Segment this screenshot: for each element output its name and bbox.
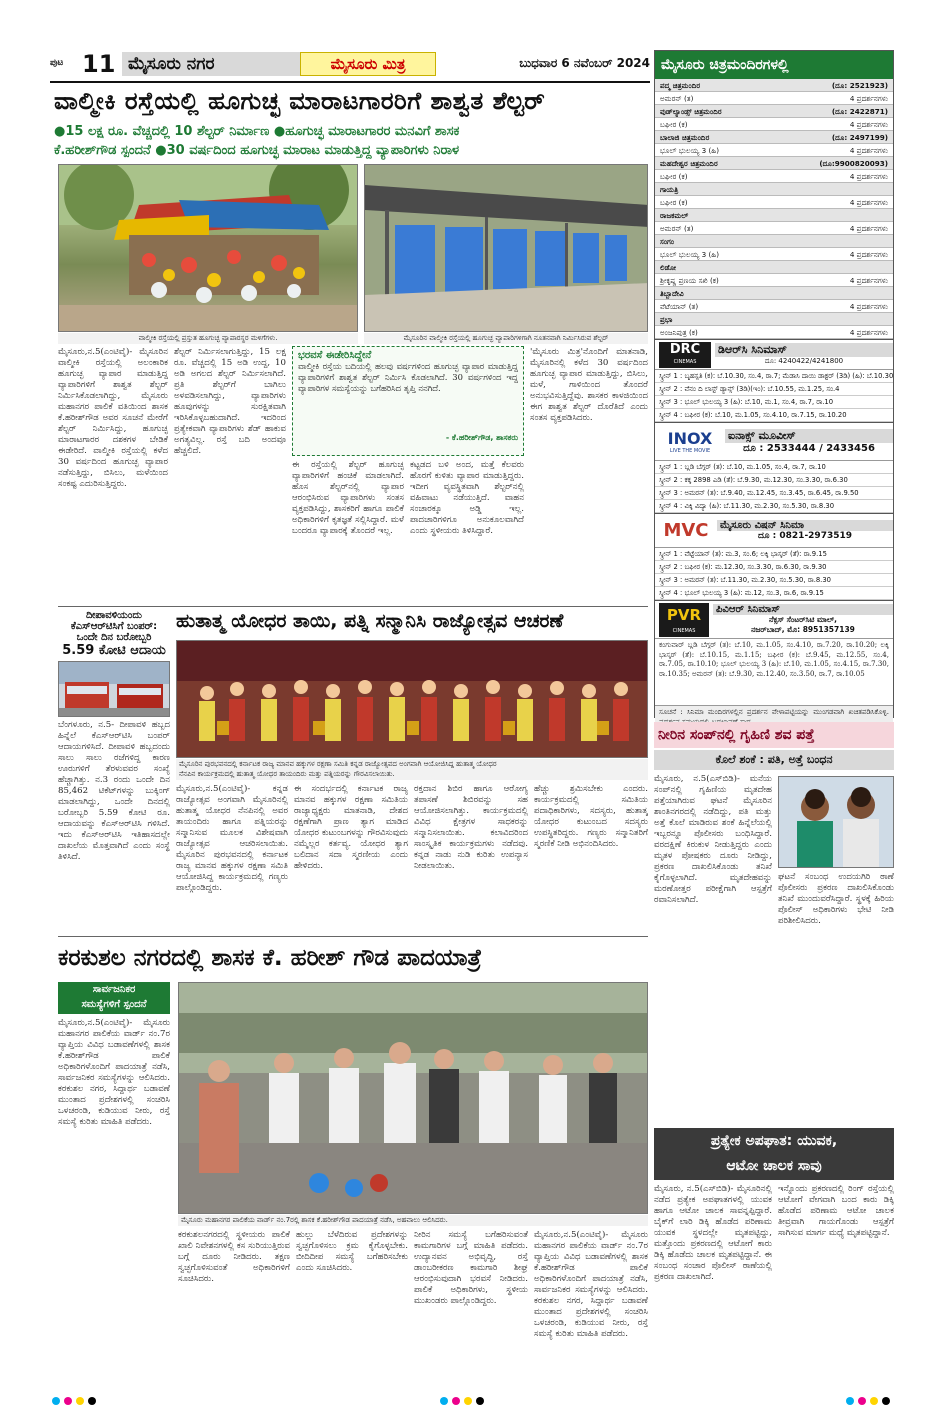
- page-number: 11: [82, 50, 116, 78]
- shelters-illustration: [365, 165, 648, 332]
- story5-text-2: ಇನ್ನೊಂದು ಪ್ರಕರಣದಲ್ಲಿ ರಿಂಗ್ ರಸ್ತೆಯಲ್ಲಿ ಆಟೋಗೆ ವೇಗವಾಗಿ ಬಂದ ಕಾರು ಡಿಕ್ಕಿ ಹೊಡೆದ ಪರಿಣಾಮ ಆಟೋ ಚಾಲಕ ತೀವ್ರವಾಗಿ ಗಾಯಗೊಂಡು ಆಸ್ಪತ್ರೆಗೆ ಸಾಗಿಸುವ ಮಾರ್ಗ ಮಧ್ಯೆ ಮೃತಪಟ್ಟಿದ್ದಾನೆ.: [778, 1184, 894, 1238]
- cyan-dot: [440, 1397, 448, 1405]
- registration-marks-right: [846, 1390, 894, 1409]
- story3-kicker: [58, 982, 170, 1014]
- padayatra-illustration: [179, 983, 648, 1214]
- cinema-row-info: 4 ಪ್ರದರ್ಶನಗಳು: [849, 172, 888, 181]
- page-date: ಬುಧವಾರ 6 ನವೆಂಬರ್ 2024: [519, 56, 650, 70]
- black-dot: [476, 1397, 484, 1405]
- kicker-line-1: ಸಾರ್ವಜನಿಕರ: [92, 984, 136, 995]
- cinema-row: [655, 248, 893, 261]
- quote-author: - ಕೆ.ಹರೀಶ್‌ಗೌಡ, ಶಾಸಕರು: [445, 433, 518, 442]
- inox-screen-row: ಸ್ಕ್ರೀನ್ 4 : ವಿಕ್ಕಿ ವಿದ್ಯಾ (ಹಿ): ಬೆ.11.30, ಮ.2.30, ಸಂ.5.30, ರಾ.8.30: [655, 500, 893, 513]
- felicitation-caption-1: ಮೈಸೂರಿನ ಪುರಭವನದಲ್ಲಿ ಕರ್ನಾಟಕ ರಾಜ್ಯ ಮಾನವ ಹಕ್ಕುಗಳ ರಕ್ಷಣಾ ಸಮಿತಿ ಕನ್ನಡ ರಾಜ್ಯೋತ್ಸವದ ಅಂಗವಾಗಿ ಆಯೋಜಿಸಿದ್ದ ಹುತಾತ್ಮ ಯೋಧರ: [176, 759, 648, 770]
- cinema-row: [655, 313, 893, 326]
- cinema-row-name: ವುಡ್‌ಲ್ಯಾಂಡ್ಸ್ ಚಿತ್ರಮಂದಿರ: [660, 107, 722, 116]
- story1-headline: ವಾಲ್ಮೀಕಿ ರಸ್ತೆಯಲ್ಲಿ ಹೂಗುಚ್ಛ ಮಾರಾಟಗಾರರಿಗೆ ಶಾಶ್ವತ ಶೆಲ್ಟರ್: [54, 87, 546, 115]
- cinema-row: [655, 287, 893, 300]
- cinema-row-name: ಪ್ರಭಾ: [660, 315, 673, 324]
- drc-screen-row: ಸ್ಕ್ರೀನ್ 2 : ವೆನಂ ದಿ ಲಾಸ್ಟ್ ಡ್ಯಾನ್ಸ್ (3ಡಿ)(ಇಂ): ಬೆ.10.55, ಮ.1.25, ಸಂ.4: [655, 383, 893, 396]
- mvc-schedule: [655, 548, 893, 600]
- mvc-screen-row: ಸ್ಕ್ರೀನ್ 1 : ವೆಟ್ಟೆಯಾನ್ (ತ): ಮ.3, ಸಂ.6; ಲಕ್ಕಿ ಭಾಸ್ಕರ್ (ತೆ): ರಾ.9.15: [655, 548, 893, 561]
- inox-schedule: [655, 461, 893, 513]
- felicitation-illustration: [177, 641, 648, 758]
- story4-subheadline: ಕೊಲೆ ಶಂಕೆ : ಪತಿ, ಅತ್ತೆ ಬಂಧನ: [654, 750, 894, 770]
- padayatra-caption: ಮೈಸೂರು ಮಹಾನಗರ ಪಾಲಿಕೆಯ ವಾರ್ಡ್ ನಂ.7ರಲ್ಲಿ ಶಾಸಕ ಕೆ.ಹರೀಶ್‌ಗೌಡ ಪಾದಯಾತ್ರೆ ನಡೆಸಿ, ಅಹವಾಲು ಆಲಿಸಿದರು.: [178, 1215, 648, 1226]
- cinema-row: [655, 183, 893, 196]
- cinema-row: [655, 170, 893, 183]
- magenta-dot: [452, 1397, 460, 1405]
- brief-title-4: 5.59 ಕೋಟಿ ಆದಾಯ: [62, 643, 166, 658]
- story4-headline: ನೀರಿನ ಸಂಪ್‌ನಲ್ಲಿ ಗೃಹಿಣಿ ಶವ ಪತ್ತೆ: [654, 722, 894, 748]
- story2-column-4: ಹೆಚ್ಚು ಶ್ರಮಿಸಬೇಕು ಎಂದರು. ಕಾರ್ಯಕ್ರಮದಲ್ಲಿ ಸಮಿತಿಯ ಪದಾಧಿಕಾರಿಗಳು, ಸದಸ್ಯರು, ಹುತಾತ್ಮ ಯೋಧರ ಕುಟುಂಬದ ಸದಸ್ಯರು ಉಪಸ್ಥಿತರಿದ್ದರು. ಗಣ್ಯರು ಸನ್ಮಾನಿತರಿಗೆ ಸ್ಮರಣಿಕೆ ನೀಡಿ ಅಭಿನಂದಿಸಿದರು.: [534, 784, 648, 849]
- pvr-mall: ನೆಕ್ಸಸ್ ಸೆಂಟರ್‌ಸಿಟಿ ಮಾಲ್,: [769, 615, 837, 624]
- cinema-row-name: ಬಾಲಾಜಿ ಚಿತ್ರಮಂದಿರ: [660, 133, 710, 142]
- pvr-block: [655, 600, 893, 739]
- black-dot: [88, 1397, 96, 1405]
- cinema-row-name: ಅಮರನ್ (ತ): [660, 94, 694, 103]
- cinema-title: ಮೈಸೂರು ಚಿತ್ರಮಂದಿರಗಳಲ್ಲಿ: [655, 51, 893, 79]
- cinema-row-name: ಬಘೀರ (ಕ): [660, 172, 688, 181]
- story3-column-1: ಮೈಸೂರು,ನ.5(ಎಂಟಿವೈ)- ಮೈಸೂರು ಮಹಾನಗರ ಪಾಲಿಕೆಯ ವಾರ್ಡ್ ನಂ.7ರ ವ್ಯಾಪ್ತಿಯ ವಿವಿಧ ಬಡಾವಣೆಗಳಲ್ಲಿ ಶಾಸಕ ಕೆ.ಹರೀಶ್‌ಗೌಡ ಪಾಲಿಕೆ ಅಧಿಕಾರಿಗಳೊಂದಿಗೆ ಪಾದಯಾತ್ರೆ ನಡೆಸಿ, ಸಾರ್ವಜನಿಕರ ಸಮಸ್ಯೆಗಳನ್ನು ಆಲಿಸಿದರು. ಕರಕುಶಲ ನಗರ, ಸಿದ್ದಾರ್ಥ ಬಡಾವಣೆ ಮುಂತಾದ ಪ್ರದೇಶಗಳಲ್ಲಿ ಸಂಚರಿಸಿ ಒಳಚರಂಡಿ, ಕುಡಿಯುವ ನೀರು, ರಸ್ತೆ ಸಮಸ್ಯೆ ಕುರಿತು ಮಾಹಿತಿ ಪಡೆದರು.: [58, 1018, 170, 1127]
- cinema-row-info: 4 ಪ್ರದರ್ಶನಗಳು: [849, 250, 888, 259]
- story1-column-1: ಮೈಸೂರು,ನ.5(ಎಂಟಿವೈ)- ಮೈಸೂರಿನ ವಾಲ್ಮೀಕಿ ರಸ್ತೆಯಲ್ಲಿ ಅಲಂಕಾರಿಕ ಹೂಗುಚ್ಛ ವ್ಯಾಪಾರ ಮಾಡುತ್ತಿದ್ದ ವ್ಯಾಪಾರಿಗಳಿಗೆ ಶಾಶ್ವತ ಶೆಲ್ಟರ್ ನಿರ್ಮಿಸಿಕೊಡಲಾಗಿದ್ದು, ಮೈಸೂರು ಮಹಾನಗರ ಪಾಲಿಕೆ ವತಿಯಿಂದ ಶಾಸಕ ಕೆ.ಹರೀಶ್‌ಗೌಡ ಅವರ ಸೂಚನೆ ಮೇರೆಗೆ ಶೆಲ್ಟರ್ ನಿರ್ಮಿಸಿದ್ದು, ಹೂಗುಚ್ಛ ಮಾರಾಟಗಾರರ ದಶಕಗಳ ಬೇಡಿಕೆ ಈಡೇರಿದೆ. ವಾಲ್ಮೀಕಿ ರಸ್ತೆಯಲ್ಲಿ ಕಳೆದ 30 ವರ್ಷದಿಂದ ಹೂಗುಚ್ಛ ವ್ಯಾಪಾರ ನಡೆಸುತ್ತಿದ್ದು, ಬಿಸಿಲು, ಮಳೆಯಿಂದ ಸಂಕಷ್ಟ ಎದುರಿಸುತ್ತಿದ್ದರು.: [58, 347, 168, 489]
- cinema-row: [655, 209, 893, 222]
- story4-text: ಮೈಸೂರು, ನ.5(ಎಸ್‌ಬಿಡಿ)- ಮನೆಯ ಸಂಪ್‌ನಲ್ಲಿ ಗೃಹಿಣಿಯ ಮೃತದೇಹ ಪತ್ತೆಯಾಗಿರುವ ಘಟನೆ ಮೈಸೂರಿನ ಶಾಂತಿನಗರದಲ್ಲಿ ನಡೆದಿದ್ದು, ಪತಿ ಮತ್ತು ಅತ್ತೆ ಕೊಲೆ ಮಾಡಿರುವ ಶಂಕೆ ಹಿನ್ನೆಲೆಯಲ್ಲಿ ಇಬ್ಬರನ್ನೂ ಪೊಲೀಸರು ಬಂಧಿಸಿದ್ದಾರೆ. ವರದಕ್ಷಿಣೆ ಕಿರುಕುಳ ನೀಡುತ್ತಿದ್ದರು ಎಂದು ಮೃತಳ ಪೋಷಕರು ದೂರು ನೀಡಿದ್ದು, ಪ್ರಕರಣ ದಾಖಲಿಸಿಕೊಂಡು ತನಿಖೆ ಕೈಗೊಳ್ಳಲಾಗಿದೆ. ಮೃತದೇಹವನ್ನು ಮರಣೋತ್ತರ ಪರೀಕ್ಷೆಗಾಗಿ ಆಸ್ಪತ್ರೆಗೆ ರವಾನಿಸಲಾಗಿದೆ.: [654, 774, 772, 905]
- inox-phone: ದೂ : 2533444 / 2433456: [743, 443, 875, 454]
- cinema-row: [655, 157, 893, 170]
- story3-headline: ಕರಕುಶಲ ನಗರದಲ್ಲಿ ಶಾಸಕ ಕೆ. ಹರೀಶ್ ಗೌಡ ಪಾದಯಾತ್ರೆ: [58, 945, 482, 971]
- yellow-dot: [464, 1397, 472, 1405]
- cinema-note: ಸೂಚನೆ : ಸಿನಿಮಾ ಮಂದಿರಗಳಲ್ಲಿನ ಪ್ರದರ್ಶನ ವೇಳಾಪಟ್ಟಿಯನ್ನು ಮುಂಗಡವಾಗಿ ಖಚಿತಪಡಿಸಿಕೊಳ್ಳಿ.: [655, 705, 893, 739]
- flower-stalls-illustration: [59, 165, 358, 332]
- cinema-row: [655, 235, 893, 248]
- inox-screen-row: ಸ್ಕ್ರೀನ್ 2 : ಕಕ್ಕ 2898 ಎಡಿ (ತೆ): ಬೆ.9.30, ಮ.12.30, ಸಂ.3.30, ರಾ.6.30: [655, 474, 893, 487]
- quote-title: ಭರವಸೆ ಈಡೇರಿಸಿದ್ದೇನೆ: [298, 350, 372, 361]
- drc-name: ಡಿಆರ್‌ಸಿ ಸಿನಿಮಾಸ್: [715, 343, 893, 357]
- brief-title-2: ಕೆಎಸ್ಆರ್‌ಟಿಸಿಗೆ ಬಂಪರ್:: [70, 621, 158, 632]
- cinema-row: [655, 118, 893, 131]
- mvc-screen-row: ಸ್ಕ್ರೀನ್ 2 : ಬಘೀರ (ಕ): ಮ.12.30, ಸಂ.3.30, ರಾ.6.30, ರಾ.9.30: [655, 561, 893, 574]
- ksrtc-brief: [58, 610, 170, 935]
- felicitation-caption-2: ನೆನಪಿನ ಕಾರ್ಯಕ್ರಮದಲ್ಲಿ ಹುತಾತ್ಮ ಯೋಧರ ತಾಯಂದಿರು ಮತ್ತು ಪತ್ನಿಯರನ್ನು ಗೌರವಿಸಲಾಯಿತು.: [176, 769, 648, 780]
- mla-quote-box: [292, 346, 524, 456]
- cinema-row-info: 4 ಪ್ರದರ್ಶನಗಳು: [849, 94, 888, 103]
- cinema-row: [655, 300, 893, 313]
- drc-logo-mark: DRC: [669, 341, 701, 357]
- inox-screen-row: ಸ್ಕ್ರೀನ್ 1 : ಬ್ಲಡಿ ಬೆಗ್ಗರ್ (ತ): ಬೆ.10, ಮ.1.05, ಸಂ.4, ರಾ.7, ರಾ.10: [655, 461, 893, 474]
- inox-logo: [659, 430, 721, 454]
- drc-logo: [659, 342, 711, 368]
- drc-screen-row: ಸ್ಕ್ರೀನ್ 4 : ಬಘೀರ (ಕ): ಬೆ.10, ಮ.1.05, ಸಂ.4.10, ರಾ.7.15, ರಾ.10.20: [655, 409, 893, 422]
- cinema-row: [655, 261, 893, 274]
- cinema-row: [655, 131, 893, 144]
- cinema-row-name: ಅಂಜನಿಪುತ್ರ (ಕ): [660, 328, 698, 337]
- yellow-dot: [76, 1397, 84, 1405]
- pvr-phone: ನಜರ್‌ಬಾದ್, ಮೊ: 8951357139: [751, 625, 855, 634]
- flower-stalls-photo: [58, 164, 358, 332]
- quote-text: ವಾಲ್ಮೀಕಿ ರಸ್ತೆಯ ಬದಿಯಲ್ಲಿ ಹಲವು ವರ್ಷಗಳಿಂದ ಹೂಗುಚ್ಛ ವ್ಯಾಪಾರ ಮಾಡುತ್ತಿದ್ದ ವ್ಯಾಪಾರಿಗಳಿಗೆ ಶಾಶ್ವತ ಶೆಲ್ಟರ್ ನಿರ್ಮಿಸಿ ಕೊಡಲಾಗಿದೆ. 30 ವರ್ಷಗಳಿಂದ ಇದ್ದ ವ್ಯಾಪಾರಿಗಳ ಸಮಸ್ಯೆಯನ್ನು ಬಗೆಹರಿಸಿದ ತೃಪ್ತಿ ನನಗಿದೆ.: [298, 361, 518, 393]
- registration-marks-center: [440, 1390, 488, 1409]
- cinema-row-info: 4 ಪ್ರದರ್ಶನಗಳು: [849, 276, 888, 285]
- cinema-row-name: ಬಘೀರ (ಕ): [660, 120, 688, 129]
- cinema-row-name: ಭೂಲ್ ಭುಲಯ್ಯ 3 (ಹಿ): [660, 250, 719, 259]
- cinema-row-name: ಅಮರನ್ (ತ): [660, 224, 694, 233]
- cinema-row-info: 4 ಪ್ರದರ್ಶನಗಳು: [849, 198, 888, 207]
- inox-name: ಐನಾಕ್ಸ್ ಮೂವೀಸ್: [725, 429, 893, 443]
- page-label: ಪುಟ: [50, 58, 64, 68]
- cinema-row-info: (ದೂ: 2422871): [831, 107, 888, 116]
- cinema-row-info: 4 ಪ್ರದರ್ಶನಗಳು: [849, 146, 888, 155]
- story2-bottom-rule: [58, 936, 648, 937]
- cinema-listings: [654, 50, 894, 718]
- story5-headline-1: ಪ್ರತ್ಯೇಕ ಅಪಘಾತ: ಯುವಕ,: [710, 1133, 838, 1149]
- story2-column-3: ರಕ್ತದಾನ ಶಿಬಿರ ಹಾಗೂ ಆರೋಗ್ಯ ತಪಾಸಣೆ ಶಿಬಿರವನ್ನು ಸಹ ಆಯೋಜಿಸಲಾಗಿತ್ತು. ಕಾರ್ಯಕ್ರಮದಲ್ಲಿ ವಿವಿಧ ಕ್ಷೇತ್ರಗಳ ಸಾಧಕರನ್ನು ಸನ್ಮಾನಿಸಲಾಯಿತು. ಕಲಾವಿದರಿಂದ ಸಾಂಸ್ಕೃತಿಕ ಕಾರ್ಯಕ್ರಮಗಳು ನಡೆದವು. ಕನ್ನಡ ನಾಡು ನುಡಿ ಕುರಿತು ಉಪನ್ಯಾಸ ನೀಡಲಾಯಿತು.: [414, 784, 528, 871]
- story1-subheadline-2: ಕೆ.ಹರೀಶ್‌ಗೌಡ ಸ್ಪಂದನೆ ●30 ವರ್ಷದಿಂದ ಹೂಗುಚ್ಛ ಮಾರಾಟ ಮಾಡುತ್ತಿದ್ದ ವ್ಯಾಪಾರಿಗಳು ನಿರಾಳ: [54, 143, 460, 158]
- cyan-dot: [846, 1397, 854, 1405]
- photo-caption-right: ಮೈಸೂರಿನ ವಾಲ್ಮೀಕಿ ರಸ್ತೆಯಲ್ಲಿ ಹೂಗುಚ್ಛ ವ್ಯಾಪಾರಿಗಳಿಗಾಗಿ ನೂತನವಾಗಿ ನಿರ್ಮಿಸಿರುವ ಶೆಲ್ಟರ್: [364, 333, 648, 344]
- brief-title-1: ದೀಪಾವಳಿಯಂದು: [86, 610, 142, 621]
- cinema-row-name: ಮಹದೇಶ್ವರ ಚಿತ್ರಮಂದಿರ: [660, 159, 718, 168]
- story5-headline-2: ಆಟೋ ಚಾಲಕ ಸಾವು: [726, 1158, 822, 1174]
- cinema-row-name: ರಾಜಕಮಲ್: [660, 211, 689, 220]
- header-rule: [50, 81, 650, 83]
- section-name: ಮೈಸೂರು ನಗರ: [122, 52, 320, 76]
- cinema-row-name: ತಿಬ್ಬಾದೇವಿ: [660, 289, 684, 298]
- inox-logo-mark: INOX: [667, 428, 713, 448]
- yellow-dot: [870, 1397, 878, 1405]
- masthead-logo: ಮೈಸೂರು ಮಿತ್ರ: [300, 52, 436, 76]
- cinema-row-name: ಶ್ರೀಕೃಷ್ಣ ಪ್ರಣಯ ಸಖಿ (ಕ): [660, 276, 719, 285]
- cinema-row-name: ಗಾಯತ್ರಿ: [660, 185, 679, 194]
- new-shelters-photo: [364, 164, 648, 332]
- mvc-name: ಮೈಸೂರು ವಿಷನ್ ಸಿನಿಮಾ: [717, 520, 893, 531]
- cyan-dot: [52, 1397, 60, 1405]
- story4-text-2: ಘಟನೆ ಸಂಬಂಧ ಉದಯಗಿರಿ ಠಾಣೆ ಪೊಲೀಸರು ಪ್ರಕರಣ ದಾಖಲಿಸಿಕೊಂಡು ತನಿಖೆ ಮುಂದುವರೆಸಿದ್ದಾರೆ. ಸ್ಥಳಕ್ಕೆ ಹಿರಿಯ ಪೊಲೀಸ್ ಅಧಿಕಾರಿಗಳು ಭೇಟಿ ನೀಡಿ ಪರಿಶೀಲಿಸಿದರು.: [778, 872, 894, 926]
- felicitation-photo: [176, 640, 648, 758]
- cinema-row-name: ವೆಟೆಯಾನ್ (ತ): [660, 302, 699, 311]
- cinema-row-info: 4 ಪ್ರದರ್ಶನಗಳು: [849, 120, 888, 129]
- story5-text: ಮೈಸೂರು, ನ.5(ಎಸ್‌ಬಿಡಿ)- ಮೈಸೂರಿನಲ್ಲಿ ನಡೆದ ಪ್ರತ್ಯೇಕ ಅಪಘಾತಗಳಲ್ಲಿ ಯುವಕ ಹಾಗೂ ಆಟೋ ಚಾಲಕ ಸಾವನ್ನಪ್ಪಿದ್ದಾರೆ. ಬೈಕ್‌ಗೆ ಲಾರಿ ಡಿಕ್ಕಿ ಹೊಡೆದ ಪರಿಣಾಮ ಯುವಕ ಸ್ಥಳದಲ್ಲೇ ಮೃತಪಟ್ಟಿದ್ದು, ಮತ್ತೊಂದು ಪ್ರಕರಣದಲ್ಲಿ ಆಟೋಗೆ ಕಾರು ಡಿಕ್ಕಿ ಹೊಡೆದು ಚಾಲಕ ಮೃತಪಟ್ಟಿದ್ದಾನೆ. ಈ ಸಂಬಂಧ ಸಂಚಾರ ಪೊಲೀಸ್ ಠಾಣೆಯಲ್ಲಿ ಪ್ರಕರಣ ದಾಖಲಾಗಿದೆ.: [654, 1184, 772, 1282]
- cinema-row-name: ಭೂಲ್ ಭುಲಯ್ಯ 3 (ಹಿ): [660, 146, 719, 155]
- cinema-row-info: 4 ಪ್ರದರ್ಶನಗಳು: [849, 302, 888, 311]
- drc-logo-sub: CINEMAS: [673, 358, 697, 365]
- story3-column-3: ಹುಲ್ಲು ಬೆಳೆದಿರುವ ಪ್ರದೇಶಗಳನ್ನು ಸ್ವಚ್ಛಗೊಳಿಸಲು ಕ್ರಮ ಕೈಗೊಳ್ಳಬೇಕು. ಬೀದಿದೀಪ ಸಮಸ್ಯೆ ಬಗೆಹರಿಸಬೇಕು ಎಂದು ಸೂಚಿಸಿದರು.: [296, 1230, 408, 1273]
- drc-block: [655, 339, 893, 422]
- story2-column-2: ಈ ಸಂದರ್ಭದಲ್ಲಿ ಕರ್ನಾಟಕ ರಾಜ್ಯ ಮಾನವ ಹಕ್ಕುಗಳ ರಕ್ಷಣಾ ಸಮಿತಿಯ ರಾಜ್ಯಾಧ್ಯಕ್ಷರು ಮಾತನಾಡಿ, ದೇಶದ ರಕ್ಷಣೆಗಾಗಿ ಪ್ರಾಣ ತ್ಯಾಗ ಮಾಡಿದ ಯೋಧರ ಕುಟುಂಬಗಳನ್ನು ಗೌರವಿಸುವುದು ನಮ್ಮೆಲ್ಲರ ಕರ್ತವ್ಯ. ಯೋಧರ ತ್ಯಾಗ ಬಲಿದಾನ ಸದಾ ಸ್ಮರಣೀಯ ಎಂದು ಹೇಳಿದರು.: [294, 784, 408, 871]
- cinema-row: [655, 144, 893, 157]
- mvc-logo: MVC: [663, 520, 709, 541]
- buses-illustration: [59, 662, 170, 717]
- pvr-logo: [659, 603, 709, 637]
- black-dot: [882, 1397, 890, 1405]
- story1-subheadline: ●15 ಲಕ್ಷ ರೂ. ವೆಚ್ಚದಲ್ಲಿ 10 ಶೆಲ್ಟರ್ ನಿರ್ಮಾಣ ●ಹೂಗುಚ್ಛ ಮಾರಾಟಗಾರರ ಮನವಿಗೆ ಶಾಸಕ: [54, 124, 460, 139]
- cinema-row: [655, 196, 893, 209]
- bus-depot-photo: [58, 661, 170, 717]
- drc-phone: ದೂ: 4240422/4241800: [764, 357, 844, 365]
- registration-marks-left: [52, 1390, 100, 1409]
- cinema-row-info: (ದೂ:9900820093): [819, 159, 888, 168]
- mvc-screen-row: ಸ್ಕ್ರೀನ್ 4 : ಭೂಲ್ ಭುಲಯ್ಯ 3 (ಹಿ): ಮ.12, ಸಂ.3, ರಾ.6, ರಾ.9.15: [655, 587, 893, 600]
- mvc-screen-row: ಸ್ಕ್ರೀನ್ 3 : ಅಮರನ್ (ತ): ಬೆ.11.30, ಮ.2.30, ಸಂ.5.30, ರಾ.8.30: [655, 574, 893, 587]
- story1-column-5: 'ಮೈಸೂರು ಮಿತ್ರ'ನೊಂದಿಗೆ ಮಾತನಾಡಿ, ಮೈಸೂರಿನಲ್ಲಿ ಕಳೆದ 30 ವರ್ಷದಿಂದ ಹೂಗುಚ್ಛ ವ್ಯಾಪಾರ ಮಾಡುತ್ತಿದ್ದು, ಬಿಸಿಲು, ಮಳೆ, ಗಾಳಿಯಿಂದ ತೊಂದರೆ ಅನುಭವಿಸುತ್ತಿದ್ದೆವು. ಶಾಸಕರ ಕಾಳಜಿಯಿಂದ ಈಗ ಶಾಶ್ವತ ಶೆಲ್ಟರ್ ದೊರೆತಿದೆ ಎಂದು ಸಂತಸ ವ್ಯಕ್ತಪಡಿಸಿದರು.: [530, 347, 648, 423]
- cinema-row: [655, 79, 893, 92]
- cinema-row-name: ಬಘೀರ (ಕ): [660, 198, 688, 207]
- drc-screen-row: ಸ್ಕ್ರೀನ್ 1 : ಬೃಹಸ್ಪತಿ (ಕ): ಬೆ.10.30, ಸಂ.4, ರಾ.7; ಮೆಡಾಸಿ ದಾಯಿ ಡಾಕ್ಟರ್ (3ಡಿ) (ಹಿ): ಬೆ.10.30: [655, 370, 893, 383]
- brief-text: ಬೆಂಗಳೂರು, ನ.5- ದೀಪಾವಳಿ ಹಬ್ಬದ ಹಿನ್ನೆಲೆ ಕೆಎಸ್ಆರ್‌ಟಿಸಿ ಬಂಪರ್ ಆದಾಯಗಳಿಸಿದೆ. ದೀಪಾವಳಿ ಹಬ್ಬದಂದು ಸಾಲು ಸಾಲು ರಜೆಗಳಿದ್ದ ಕಾರಣ ಊರುಗಳಿಗೆ ತೆರಳುವವರ ಸಂಖ್ಯೆ ಹೆಚ್ಚಾಗಿತ್ತು. ನ.3 ರಂದು ಒಂದೇ ದಿನ 85,462 ಟಿಕೆಟ್‌ಗಳನ್ನು ಬುಕ್ಕಿಂಗ್ ಮಾಡಲಾಗಿದ್ದು, ಒಂದೇ ದಿನದಲ್ಲಿ ಬರೋಬ್ಬರಿ 5.59 ಕೋಟಿ ರೂ. ಆದಾಯವನ್ನು ಕೆಎಸ್ಆರ್‌ಟಿಸಿ ಗಳಿಸಿದೆ. ಇದು ಕೆಎಸ್ಆರ್‌ಟಿಸಿ ಇತಿಹಾಸದಲ್ಲೇ ದಾಖಲೆಯ ಮೊತ್ತವಾಗಿದೆ ಎಂದು ಸಂಸ್ಥೆ ತಿಳಿಸಿದೆ.: [58, 720, 170, 862]
- cinema-row: [655, 222, 893, 235]
- page-header: [50, 50, 650, 78]
- cinema-row: [655, 274, 893, 287]
- story5-headline-box: [654, 1128, 894, 1180]
- photo-caption-left: ವಾಲ್ಮೀಕಿ ರಸ್ತೆಯಲ್ಲಿ ಪ್ರಸ್ತುತ ಹೂಗುಚ್ಛ ವ್ಯಾಪಾರಸ್ಥರ ಮಳಿಗೆಗಳು.: [58, 333, 358, 344]
- cinema-row-info: 4 ಪ್ರದರ್ಶನಗಳು: [849, 224, 888, 233]
- inox-screen-row: ಸ್ಕ್ರೀನ್ 3 : ಅಮರನ್ (ತ): ಬೆ.9.40, ಮ.12.45, ಸಂ.3.45, ರಾ.6.45, ರಾ.9.50: [655, 487, 893, 500]
- pvr-logo-sub: CINEMAS: [672, 627, 696, 634]
- cinema-row-name: ಲಿಡೋ: [660, 263, 677, 272]
- cinema-row-name: ಸಂಗಂ: [660, 237, 675, 246]
- story2-headline: ಹುತಾತ್ಮ ಯೋಧರ ತಾಯಿ, ಪತ್ನಿ ಸನ್ಮಾನಿಸಿ ರಾಜ್ಯೋತ್ಸವ ಆಚರಣೆ: [176, 610, 564, 632]
- couple-illustration: [779, 777, 894, 868]
- story1-column-3: ಈ ರಸ್ತೆಯಲ್ಲಿ ಶೆಲ್ಟರ್ ಹೂಗುಚ್ಛ ವ್ಯಾಪಾರಿಗಳಿಗೆ ಹಂಚಿಕೆ ಮಾಡಲಾಗಿದೆ. ಹೊಸ ಶೆಲ್ಟರ್‌ನಲ್ಲಿ ವ್ಯಾಪಾರ ಆರಂಭಿಸಿರುವ ವ್ಯಾಪಾರಿಗಳು ಸಂತಸ ವ್ಯಕ್ತಪಡಿಸಿದ್ದು, ಶಾಸಕರಿಗೆ ಹಾಗೂ ಪಾಲಿಕೆ ಅಧಿಕಾರಿಗಳಿಗೆ ಕೃತಜ್ಞತೆ ಸಲ್ಲಿಸಿದ್ದಾರೆ. ಮಳೆ ಬಂದರೂ ವ್ಯಾಪಾರಕ್ಕೆ ತೊಂದರೆ ಇಲ್ಲ.: [292, 460, 404, 536]
- cinema-theatre-list: [655, 79, 893, 339]
- cinema-row: [655, 326, 893, 339]
- cinema-row-info: 4 ಪ್ರದರ್ಶನಗಳು: [849, 328, 888, 337]
- story2-column-1: ಮೈಸೂರು,ನ.5(ಎಂಟಿವೈ)- ಕನ್ನಡ ರಾಜ್ಯೋತ್ಸವ ಅಂಗವಾಗಿ ಮೈಸೂರಿನಲ್ಲಿ ಹುತಾತ್ಮ ಯೋಧರ ನೆನಪಿನಲ್ಲಿ ಅವರ ತಾಯಂದಿರು ಹಾಗೂ ಪತ್ನಿಯರನ್ನು ಸನ್ಮಾನಿಸುವ ಮೂಲಕ ವಿಶೇಷವಾಗಿ ರಾಜ್ಯೋತ್ಸವ ಆಚರಿಸಲಾಯಿತು. ಮೈಸೂರಿನ ಪುರಭವನದಲ್ಲಿ ಕರ್ನಾಟಕ ರಾಜ್ಯ ಮಾನವ ಹಕ್ಕುಗಳ ರಕ್ಷಣಾ ಸಮಿತಿ ಆಯೋಜಿಸಿದ್ದ ಕಾರ್ಯಕ್ರಮದಲ್ಲಿ ಗಣ್ಯರು ಪಾಲ್ಗೊಂಡಿದ್ದರು.: [176, 784, 288, 893]
- pvr-schedule: ಕಂಗುವಾರ್ ಬ್ಲಡಿ ಬೆಗ್ಗರ್ (ತ): ಬೆ.10, ಮ.1.05, ಸಂ.4.10, ರಾ.7.20, ರಾ.10.20; ಲಕ್ಕಿ ಭಾಸ್ಕರ್ (ತೆ): ಬೆ.10.15, ಮ.1.15; ಬಘೀರ (ಕ): ಬೆ.9.45, ಮ.12.55, ಸಂ.4, ರಾ.7.05, ರಾ.10.10; ಭೂಲ್ ಭುಲಯ್ಯ 3 (ಹಿ): ಬೆ.10, ಮ.1.05, ಸಂ.4.15, ರಾ.7.30, ರಾ.10.35; ಅಮರನ್ (ತ): ಬೆ.9.30, ಮ.12.40, ಸಂ.3.50, ರಾ.7, ರಾ.10.05: [659, 641, 889, 678]
- pvr-logo-mark: PVR: [666, 605, 702, 624]
- inox-block: [655, 422, 893, 513]
- story1-column-2: ಶೆಲ್ಟರ್ ನಿರ್ಮಿಸಲಾಗುತ್ತಿದ್ದು, 15 ಲಕ್ಷ ರೂ. ವೆಚ್ಚದಲ್ಲಿ 15 ಅಡಿ ಉದ್ದ, 10 ಅಡಿ ಅಗಲದ ಶೆಲ್ಟರ್ ನಿರ್ಮಿಸಲಾಗಿದೆ. ಪ್ರತಿ ಶೆಲ್ಟರ್‌ಗೆ ಬಾಗಿಲು ಅಳವಡಿಸಲಾಗಿದ್ದು, ವ್ಯಾಪಾರಿಗಳು ಹೂವುಗಳನ್ನು ಸುರಕ್ಷಿತವಾಗಿ ಇರಿಸಿಕೊಳ್ಳಬಹುದಾಗಿದೆ. ಇದರಿಂದ ಪ್ರತ್ಯೇಕವಾಗಿ ವ್ಯಾಪಾರಿಗಳು ಶೆಡ್ ಹಾಕುವ ಅಗತ್ಯವಿಲ್ಲ. ರಸ್ತೆ ಬದಿ ಅಂದವೂ ಹೆಚ್ಚಲಿದೆ.: [174, 347, 286, 456]
- cinema-row-info: (ದೂ: 2521923): [831, 81, 888, 90]
- mvc-block: [655, 513, 893, 600]
- magenta-dot: [858, 1397, 866, 1405]
- cinema-row-name: ಪದ್ಮ ಚಿತ್ರಮಂದಿರ: [660, 81, 701, 90]
- story3-column-4: ನೀರಿನ ಸಮಸ್ಯೆ ಬಗೆಹರಿಸುವಂತೆ ಕಾಮಗಾರಿಗಳ ಬಗ್ಗೆ ಮಾಹಿತಿ ಪಡೆದರು. ಉದ್ಯಾನವನ ಅಭಿವೃದ್ಧಿ, ರಸ್ತೆ ಡಾಂಬರೀಕರಣ ಕಾಮಗಾರಿ ಶೀಘ್ರ ಆರಂಭಿಸುವುದಾಗಿ ಭರವಸೆ ನೀಡಿದರು. ಪಾಲಿಕೆ ಅಧಿಕಾರಿಗಳು, ಸ್ಥಳೀಯ ಮುಖಂಡರು ಪಾಲ್ಗೊಂಡಿದ್ದರು.: [414, 1230, 528, 1306]
- story3-column-2: ಕರಕುಶಲನಗರದಲ್ಲಿ ಸ್ಥಳೀಯರು ಪಾಲಿಕೆ ಖಾಲಿ ನಿವೇಶನಗಳಲ್ಲಿ ಕಸ ಸುರಿಯುತ್ತಿರುವ ಬಗ್ಗೆ ದೂರು ನೀಡಿದರು. ತಕ್ಷಣ ಸ್ವಚ್ಛಗೊಳಿಸುವಂತೆ ಅಧಿಕಾರಿಗಳಿಗೆ ಸೂಚಿಸಿದರು.: [178, 1230, 290, 1284]
- padayatra-photo: [178, 982, 648, 1214]
- cinema-row-info: (ದೂ: 2497199): [831, 133, 888, 142]
- story3-column-5: ಮೈಸೂರು,ನ.5(ಎಂಟಿವೈ)- ಮೈಸೂರು ಮಹಾನಗರ ಪಾಲಿಕೆಯ ವಾರ್ಡ್ ನಂ.7ರ ವ್ಯಾಪ್ತಿಯ ವಿವಿಧ ಬಡಾವಣೆಗಳಲ್ಲಿ ಶಾಸಕ ಕೆ.ಹರೀಶ್‌ಗೌಡ ಪಾಲಿಕೆ ಅಧಿಕಾರಿಗಳೊಂದಿಗೆ ಪಾದಯಾತ್ರೆ ನಡೆಸಿ, ಸಾರ್ವಜನಿಕರ ಸಮಸ್ಯೆಗಳನ್ನು ಆಲಿಸಿದರು. ಕರಕುಶಲ ನಗರ, ಸಿದ್ದಾರ್ಥ ಬಡಾವಣೆ ಮುಂತಾದ ಪ್ರದೇಶಗಳಲ್ಲಿ ಸಂಚರಿಸಿ ಒಳಚರಂಡಿ, ಕುಡಿಯುವ ನೀರು, ರಸ್ತೆ ಸಮಸ್ಯೆ ಕುರಿತು ಮಾಹಿತಿ ಪಡೆದರು.: [534, 1230, 648, 1339]
- couple-photo: [778, 776, 894, 868]
- pvr-name: ಪಿವಿಆರ್ ಸಿನಿಮಾಸ್: [713, 604, 893, 615]
- drc-screen-row: ಸ್ಕ್ರೀನ್ 3 : ಭೂಲ್ ಭುಲಯ್ಯ 3 (ಹಿ): ಬೆ.10, ಮ.1, ಸಂ.4, ರಾ.7, ರಾ.10: [655, 396, 893, 409]
- magenta-dot: [64, 1397, 72, 1405]
- drc-schedule: [655, 370, 893, 422]
- mvc-phone: ದೂ : 0821-2973519: [757, 531, 853, 541]
- brief-title-3: ಒಂದೇ ದಿನ ಬರೋಬ್ಬರಿ: [76, 632, 152, 643]
- kicker-line-2: ಸಮಸ್ಯೆಗಳಿಗೆ ಸ್ಪಂದನೆ: [81, 999, 147, 1010]
- story1-column-4: ಕಟ್ಟಡದ ಬಳಿ ಅಂದ, ಮತ್ತೆ ಕೆಲವರು ಹೊರಗೆ ಕುಳಿತು ವ್ಯಾಪಾರ ಮಾಡುತ್ತಿದ್ದರು. ಇದೀಗ ವ್ಯವಸ್ಥಿತವಾಗಿ ಶೆಲ್ಟರ್‌ನಲ್ಲಿ ವಹಿವಾಟು ನಡೆಯುತ್ತಿದೆ. ವಾಹನ ಸಂಚಾರಕ್ಕೂ ಅಡ್ಡಿ ಇಲ್ಲ. ಪಾದಚಾರಿಗಳಿಗೂ ಅನುಕೂಲವಾಗಿದೆ ಎಂದು ಸ್ಥಳೀಯರು ತಿಳಿಸಿದ್ದಾರೆ.: [410, 460, 524, 536]
- cinema-row: [655, 92, 893, 105]
- inox-logo-sub: LIVE THE MOVIE: [669, 447, 711, 454]
- cinema-row: [655, 105, 893, 118]
